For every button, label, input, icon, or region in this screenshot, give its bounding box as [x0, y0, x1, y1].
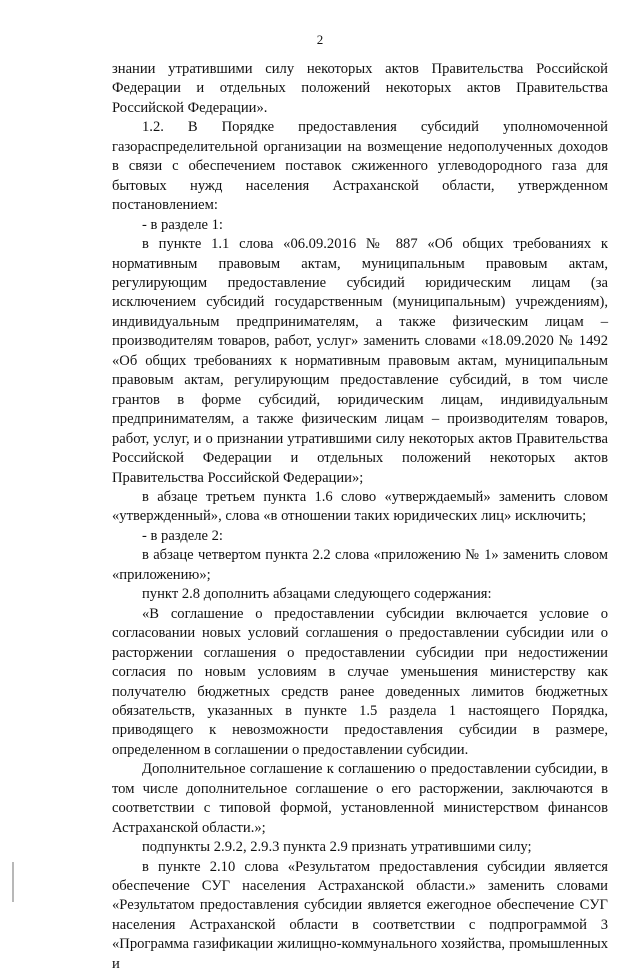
body-paragraph: в пункте 1.1 слова «06.09.2016 № 887 «Об общих требованиях к нормативным правовым актам, муниципальным правовым актам, регулирующим предоставление субсидий юридическим лицам (за исключением субсидий государственным (муниципальным) учреждениям), индивидуальным предпринимателям, а также физическим лицам – производителям товаров, работ, услуг» заменить словами «18.09.2020 № 1492 «Об общих требованиях к нормативным правовым актам, муниципальным правовым актам, регулирующим предоставление субсидий, в том числе грантов в форме субсидий, юридическим лицам, индивидуальным предпринимателям, а также физическим лицам – производителям товаров, работ, услуг, и о признании утратившими силу некоторых актов Правительства Российской Федерации и отдельных положений некоторых актов Правительства Российской Федерации»;: [112, 236, 608, 486]
body-paragraph: знании утратившими силу некоторых актов Правительства Российской Федерации и отдельных положений некоторых актов Правительства Российской Федерации».: [112, 61, 608, 116]
document-body: [112, 60, 608, 974]
body-paragraph: в абзаце третьем пункта 1.6 слово «утверждаемый» заменить словом «утвержденный», слова «в отношении таких юридических лиц» исключить;: [112, 488, 608, 525]
body-paragraph: пункт 2.8 дополнить абзацами следующего содержания:: [142, 586, 492, 603]
body-paragraph: подпункты 2.9.2, 2.9.3 пункта 2.9 признать утратившими силу;: [142, 839, 532, 856]
body-paragraph: - в разделе 1:: [142, 216, 223, 233]
body-paragraph: - в разделе 2:: [142, 527, 223, 544]
body-paragraph: Дополнительное соглашение к соглашению о предоставлении субсидии, в том числе дополнительное соглашение о его расторжении, заключаются в соответствии с типовой формой, установленной министерством финансов Астраханской области.»;: [112, 761, 608, 836]
body-paragraph: «В соглашение о предоставлении субсидии включается условие о согласовании новых условий соглашения о предоставлении субсидии или о расторжении соглашения о предоставлении субсидии при недостижении согласия по новым условиям в случае уменьшения министерству как получателю бюджетных средств ранее доведенных лимитов бюджетных обязательств, указанных в пункте 1.5 раздела 1 настоящего Порядка, приводящего к невозможности предоставления субсидии в размере, определенном в соглашении о предоставлении субсидии.: [112, 605, 608, 758]
body-paragraph: в абзаце четвертом пункта 2.2 слова «приложению № 1» заменить словом «приложению»;: [112, 547, 608, 583]
page-number: 2: [316, 32, 324, 47]
body-paragraph: в пункте 2.10 слова «Результатом предоставления субсидии является обеспечение СУГ населения Астраханской области.» заменить словами «Результатом предоставления субсидии является ежегодное обеспечение СУГ населения Астраханской области в соответствии с подпрограммой 3 «Программа газификации жилищно-коммунального хозяйства, промышленных и: [112, 858, 608, 972]
body-paragraph: 1.2. В Порядке предоставления субсидий уполномоченной газораспределительной организации на возмещение недополученных доходов в связи с обеспечением поставок сжиженного углеводородного газа для бытовых нужд населения Астраханской области, утвержденном постановлением:: [112, 119, 608, 214]
scan-edge-mark: [12, 862, 14, 902]
